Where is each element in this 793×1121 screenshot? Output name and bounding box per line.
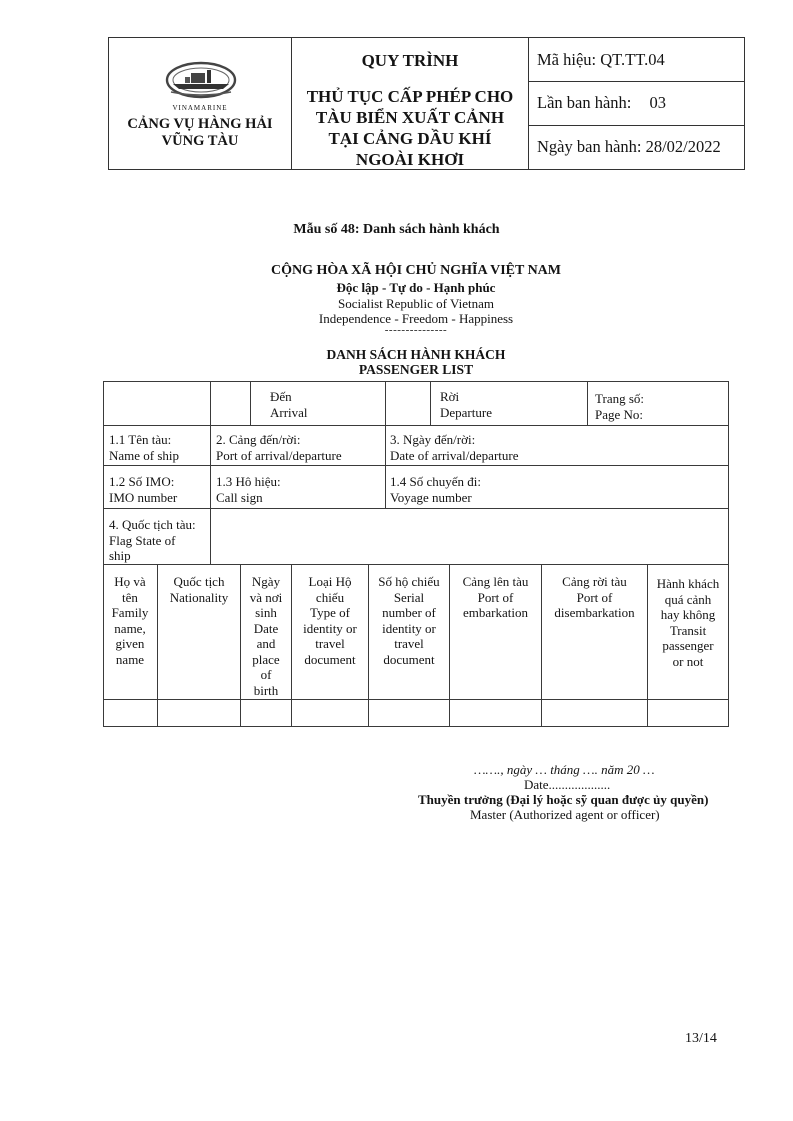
flag-state-label [109, 517, 196, 564]
voyage-field[interactable] [390, 474, 481, 505]
imo-label-vi: 1.2 Số IMO: [109, 474, 175, 489]
logo-caption: VINAMARINE [172, 104, 228, 112]
col-header-line: Hành khách [656, 576, 720, 591]
signatory-title-en: Master (Authorized agent or officer) [470, 807, 660, 822]
arrival-label [270, 389, 308, 420]
flag-state-input[interactable] [211, 509, 728, 564]
national-title: CỘNG HÒA XÃ HỘI CHỦ NGHĨA VIỆT NAM [270, 263, 561, 278]
col-header-line: Cảng lên tàu [462, 574, 529, 589]
table-border [385, 425, 386, 509]
col-header-line: place [252, 651, 280, 667]
issue-number [537, 93, 666, 113]
call-sign-label-vi: 1.3 Hô hiệu: [216, 474, 281, 489]
org-name [109, 116, 291, 150]
page-number-label-en: Page No: [595, 406, 644, 422]
col-header-line: Date [253, 620, 279, 636]
col-header-line: Port of [576, 589, 613, 605]
procedure-label: QUY TRÌNH [361, 51, 459, 70]
col-header-disembarkation [542, 574, 647, 621]
signature-date-en: Date................... [524, 777, 611, 792]
table-border [103, 726, 729, 727]
col-header-line: identity or [303, 620, 357, 636]
col-header-line: and [256, 636, 276, 651]
flag-state-label-en: Flag State of [109, 532, 176, 548]
table-border [103, 425, 729, 426]
col-header-line: passenger [662, 638, 714, 653]
issue-date: Ngày ban hành: 28/02/2022 [537, 137, 721, 156]
ship-name-label-vi: 1.1 Tên tàu: [109, 432, 172, 447]
page-number: 13/14 [685, 1031, 717, 1046]
table-border [103, 465, 729, 466]
page-number-label-vi: Trang số: [595, 391, 645, 406]
col-header-embarkation [450, 574, 541, 621]
date-label-en: Date of arrival/departure [390, 447, 519, 463]
col-header-line: Type of [310, 605, 350, 620]
departure-label-en: Departure [440, 404, 492, 420]
col-header-line: disembarkation [554, 605, 635, 620]
col-header-line: quá cảnh [664, 591, 712, 607]
table-border [103, 564, 729, 565]
col-header-nationality [158, 574, 240, 605]
document-meta-cell [529, 38, 744, 169]
col-header-line: Số hộ chiếu [378, 574, 440, 589]
procedure-title-line: THỦ TỤC CẤP PHÉP CHO [306, 87, 514, 106]
flag-state-label-en: ship [109, 548, 131, 563]
col-header-line: document [304, 651, 356, 667]
col-header-line: Loại Hộ [308, 574, 352, 589]
list-title-en: PASSENGER LIST [358, 362, 474, 377]
form-number: Mẫu số 48: Danh sách hành khách [293, 222, 500, 237]
col-header-line: Ngày [251, 574, 281, 589]
col-header-line: given [115, 636, 145, 651]
imo-field[interactable] [109, 474, 177, 505]
arrival-label-vi: Đến [270, 389, 292, 404]
document-header [108, 37, 745, 170]
port-label-vi: 2. Cảng đến/rời: [216, 432, 301, 447]
col-header-line: document [383, 651, 435, 667]
table-border [250, 381, 251, 425]
col-header-name [103, 574, 157, 667]
table-row[interactable] [104, 700, 728, 726]
voyage-label-vi: 1.4 Số chuyến đi: [390, 474, 481, 489]
col-header-line: travel [315, 636, 345, 651]
col-header-line: hay không [660, 607, 716, 622]
procedure-title-cell [292, 38, 528, 169]
ship-name-label-en: Name of ship [109, 447, 180, 463]
national-title-en: Socialist Republic of Vietnam [337, 296, 495, 311]
signatory-title: Thuyền trưởng (Đại lý hoặc sỹ quan được ủy quyền) [418, 792, 709, 807]
ship-name-field[interactable] [109, 432, 179, 463]
departure-label [440, 389, 492, 420]
national-motto: Độc lập - Tự do - Hạnh phúc [336, 280, 496, 295]
col-header-line: Quốc tịch [173, 574, 225, 589]
call-sign-label-en: Call sign [216, 489, 263, 505]
procedure-title-line: TÀU BIỂN XUẤT CẢNH [315, 108, 505, 127]
port-label-en: Port of arrival/departure [216, 447, 342, 463]
document-code: Mã hiệu: QT.TT.04 [537, 50, 665, 69]
col-header-line: or not [672, 653, 704, 669]
arrival-checkbox[interactable] [211, 382, 250, 425]
date-field[interactable] [390, 432, 518, 463]
signature-date: ……., ngày … tháng …. năm 20 … [474, 762, 655, 777]
col-header-line: name, [114, 620, 146, 636]
col-header-line: Transit [669, 622, 707, 638]
col-header-line: Họ và [114, 574, 146, 589]
table-border [210, 425, 211, 509]
table-border [103, 381, 104, 727]
page-number-field[interactable] [595, 391, 644, 422]
col-header-line: embarkation [463, 605, 528, 620]
issue-number-label: Lần ban hành: [537, 93, 632, 112]
col-header-line: Serial [393, 589, 425, 605]
col-header-line: name [115, 651, 145, 667]
col-header-serial-number [369, 574, 449, 667]
table-border [587, 381, 588, 425]
procedure-title [292, 86, 528, 170]
departure-checkbox[interactable] [386, 382, 430, 425]
col-header-line: identity or [382, 620, 436, 636]
passenger-list-table [103, 381, 729, 727]
date-label-vi: 3. Ngày đến/rời: [390, 432, 476, 447]
national-motto-en: Independence - Freedom - Happiness [318, 311, 514, 326]
col-header-line: birth [253, 682, 279, 698]
col-header-line: Nationality [169, 589, 229, 605]
separator-dashes: --------------- [384, 324, 448, 336]
org-line-1: CẢNG VỤ HÀNG HẢI [127, 116, 273, 132]
procedure-title-line: TẠI CẢNG DẦU KHÍ [328, 129, 492, 148]
col-header-line: chiếu [315, 589, 345, 605]
col-header-line: Family [111, 605, 149, 620]
col-header-line: Port of [477, 589, 514, 605]
col-header-transit [648, 576, 728, 669]
col-header-line: travel [394, 636, 424, 651]
list-title: DANH SÁCH HÀNH KHÁCH [326, 347, 506, 362]
arrival-label-en: Arrival [270, 404, 308, 420]
col-header-line: sinh [255, 605, 277, 620]
col-header-line: Cảng rời tàu [562, 574, 627, 589]
vinamarine-logo-icon [163, 58, 239, 102]
port-field[interactable] [216, 432, 342, 463]
procedure-title-line: NGOÀI KHƠI [355, 150, 465, 169]
call-sign-field[interactable] [216, 474, 281, 505]
flag-state-label-vi: 4. Quốc tịch tàu: [109, 517, 196, 532]
table-border [728, 381, 729, 727]
col-header-line: tên [122, 589, 138, 605]
imo-label-en: IMO number [109, 489, 178, 505]
col-header-line: of [260, 667, 272, 682]
org-line-2: VŨNG TÀU [161, 133, 239, 149]
col-header-line: number of [382, 605, 436, 620]
voyage-label-en: Voyage number [390, 489, 472, 505]
issue-number-value: 03 [649, 93, 667, 112]
org-cell [109, 38, 291, 169]
table-border [430, 381, 431, 425]
col-header-line: và nơi [249, 589, 283, 605]
col-header-birth [241, 574, 291, 698]
departure-label-vi: Rời [440, 389, 460, 404]
col-header-document-type [292, 574, 368, 667]
